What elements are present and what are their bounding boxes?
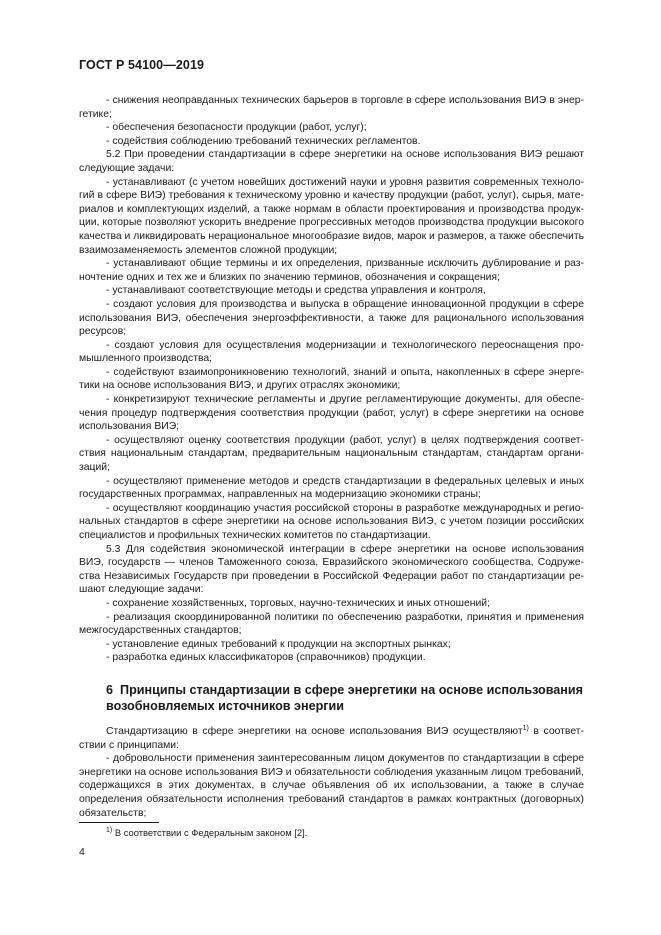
footnote-ref: 1)	[522, 724, 529, 732]
intro-text: Стандартизацию в сфере энергетики на основе использования ВИЭ осуществляют	[106, 725, 523, 737]
paragraph: - разработка единых классификаторов (справочников) продукции.	[106, 652, 426, 664]
paragraph: - содействия соблюдению требований технических регламентов.	[106, 135, 421, 147]
paragraph: - конкретизируют технические регламенты и другие регламентирующие документы, для обеспечения процедур подтверждения соответствия продукции (работ, услуг) в сфере энергетики на основе использования ВИЭ;	[79, 394, 584, 433]
paragraph: - осуществляют координацию участия российской стороны в разработке международных и региональных стандартов в сфере энергетики на основе использования ВИЭ, с учетом позиции российских специалистов и профильных технических комитетов по стандартизации.	[79, 502, 584, 541]
paragraph: - снижения неоправданных технических барьеров в торговле в сфере использования ВИЭ в энергетике;	[79, 95, 584, 120]
intro-text-end: в соответствии с принципами:	[79, 725, 584, 751]
footnote-text: В соответствии с Федеральным законом [2].	[112, 827, 308, 838]
footnote	[106, 827, 307, 839]
section-number: 6	[106, 682, 114, 697]
clause-5-2: 5.2 При проведении стандартизации в сфере энергетики на основе использования ВИЭ решают следующие задачи:	[79, 149, 584, 174]
standard-designation: ГОСТ Р 54100—2019	[79, 58, 205, 72]
paragraph: - содействуют взаимопроникновению технологий, знаний и опыта, накопленных в сфере энергетики на основе использования ВИЭ, и других отраслях экономики;	[79, 366, 584, 392]
paragraph: - устанавливают общие термины и их определения, призванные исключить дублирование и разночтение одних и тех же и близких по значению терминов, обозначения и сокращения;	[79, 258, 584, 283]
section-intro	[79, 725, 584, 752]
paragraph: - осуществляют применение методов и средств стандартизации в федеральных целевых и иных государственных программах, направленных на модернизацию экономики страны;	[79, 475, 584, 501]
clause-5-3: 5.3 Для содействия экономической интеграции в сфере энергетики на основе использования ВИЭ, государств — членов Таможенного союза, Евразийского экономического сообщества, Содружества Независимых Государств при проведении в Российской Федерации работ по стандартизации решают следующие задачи:	[79, 543, 584, 596]
paragraph: - обеспечения безопасности продукции (работ, услуг);	[106, 122, 367, 134]
paragraph: - сохранение хозяйственных, торговых, научно-технических и иных отношений;	[106, 597, 490, 609]
section-heading	[106, 682, 584, 714]
paragraph: - осуществляют оценку соответствия продукции (работ, услуг) в целях подтверждения соответствия национальным стандартам, предварительным национальным стандартам, стандартам организаций;	[79, 434, 584, 474]
body-text	[79, 94, 584, 820]
page-number: 4	[79, 846, 85, 858]
paragraph: - добровольности применения заинтересованным лицом документов по стандартизации в сфере энергетики на основе использования ВИЭ и обязательности соблюдения указанным лицом требований, содержащихся в этих документах, в случае объявления об их использовании, а также в случае определения обязательности исполнения требований стандартов в рамках контрактных (договорных) обязательств;	[79, 753, 584, 819]
paragraph: - устанавливают соответствующие методы и средства управления и контроля,	[106, 285, 486, 297]
paragraph: - реализация скоординированной политики по обеспечению разработки, принятия и применения межгосударственных стандартов;	[79, 611, 584, 637]
footnote-mark: 1)	[106, 827, 113, 834]
paragraph: - создают условия для осуществления модернизации и технологического переоснащения промышленного производства;	[79, 339, 584, 365]
paragraph: - устанавливают (с учетом новейших достижений науки и уровня развития современных технологий в сфере ВИЭ) требования к техническому уровню и качеству продукции (работ, услуг), сырья, материалов и комплектующих изделий, а также нормам в области проектирования и производства продукции, которые позволяют ускорить внедрение прогрессивных методов производства продукции высокого качества и ликвидировать нерациональное многообразие видов, марок и размеров, а также обеспечить взаимозаменяемость элементов сложной продукции;	[79, 176, 584, 256]
section-title: Принципы стандартизации в сфере энергетики на основе использования возобновляемых источников энергии	[106, 682, 583, 713]
paragraph: - создают условия для производства и выпуска в обращение инновационной продукции в сфере использования ВИЭ, обеспечения энергоэффективности, а также для рационального использования ресурсов;	[79, 298, 584, 338]
footnote-divider	[79, 822, 159, 823]
paragraph: - установление единых требований к продукции на экспортных рынках;	[106, 638, 451, 650]
